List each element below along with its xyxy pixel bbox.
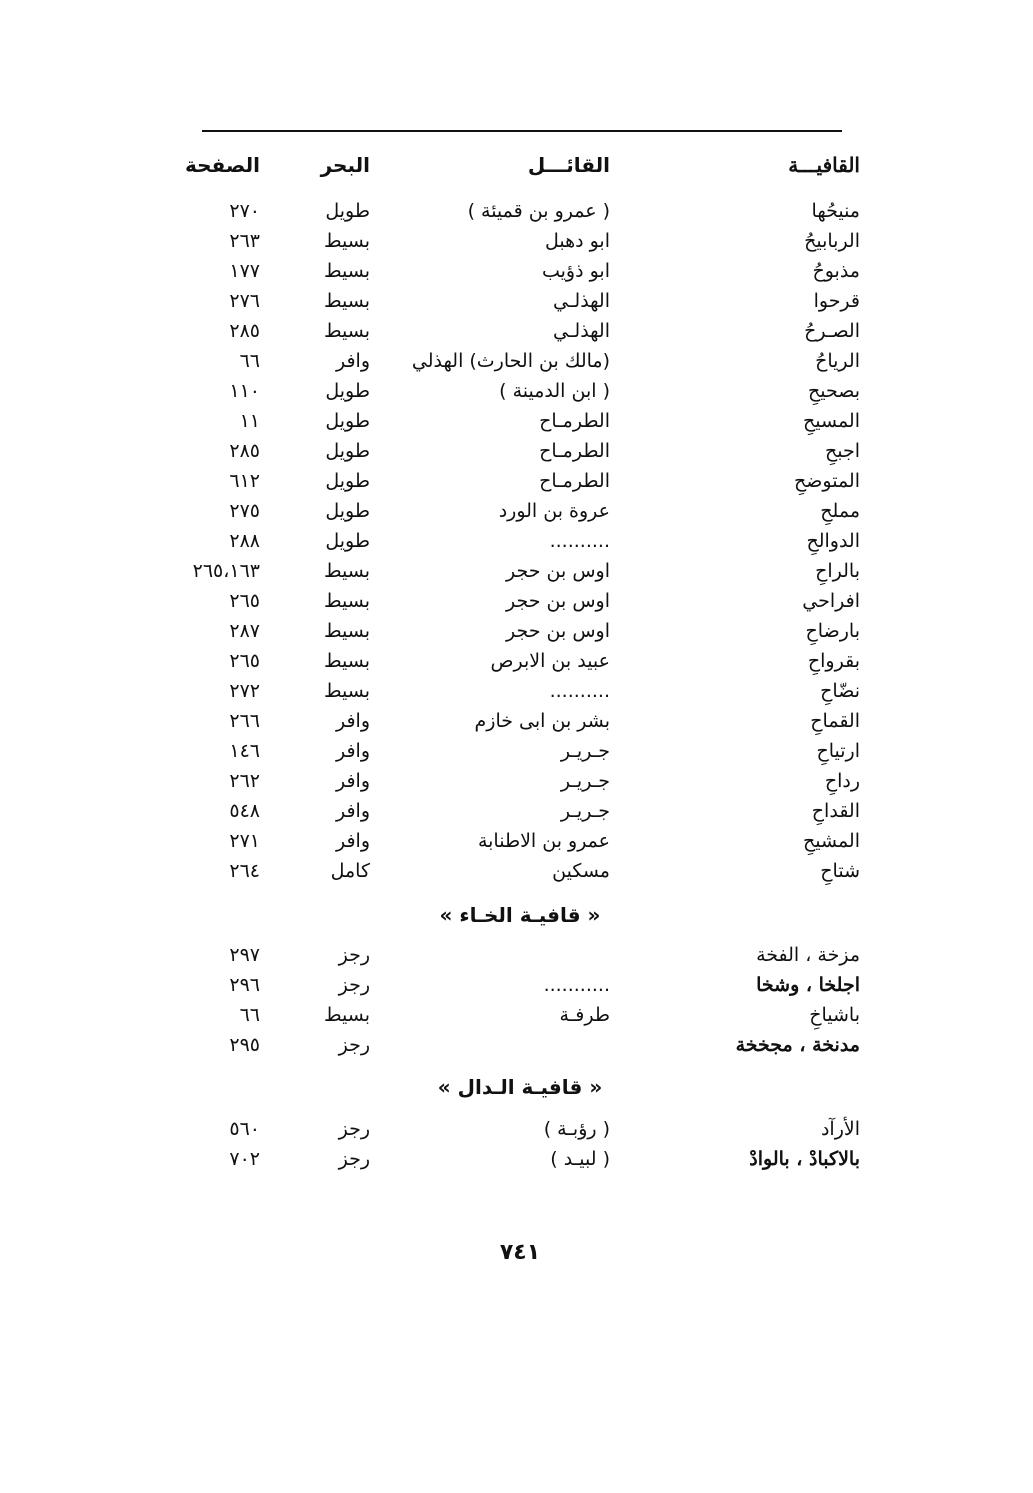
poet-cell: اوس بن حجر [506, 590, 610, 612]
poet-cell: اوس بن حجر [506, 560, 610, 582]
poet-cell: عروة بن الورد [498, 500, 610, 522]
meter-cell: رجز [338, 1034, 370, 1056]
page-cell: ٢٦٥ [229, 590, 260, 612]
table-row [195, 316, 865, 346]
poet-cell: الطرمـاح [539, 470, 610, 492]
rhyme-cell: المشيحِ [803, 830, 860, 852]
rhyme-cell: بالراحِ [815, 560, 860, 582]
page-cell: ٥٦٠ [229, 1118, 260, 1140]
page-cell: ٢٨٥ [229, 440, 260, 462]
poet-cell: بشر بن ابى خازم [474, 710, 610, 732]
rhyme-cell: اجلخا ، وشخا [756, 974, 860, 996]
table-row [195, 376, 865, 406]
meter-cell: رجز [338, 1118, 370, 1140]
meter-cell: بسيط [323, 680, 370, 702]
page-cell: ٢٨٥ [229, 320, 260, 342]
page-cell: ١١ [239, 410, 260, 432]
meter-cell: وافر [335, 740, 370, 762]
poet-cell: ( رؤبـة ) [543, 1118, 610, 1140]
table-row [195, 826, 865, 856]
poet-cell: طرفـة [559, 1004, 610, 1026]
top-rule [202, 130, 842, 132]
poet-cell: الهذلـي [553, 290, 610, 312]
page-cell: ٢٧٠ [229, 200, 260, 222]
page-cell: ١١٠ [229, 380, 260, 402]
page-number: ٧٤١ [499, 1240, 541, 1265]
meter-cell: وافر [335, 830, 370, 852]
poet-cell [390, 1030, 610, 1060]
table-row [195, 286, 865, 316]
poet-cell: ........... [543, 974, 610, 996]
page-cell: ٢٩٧ [229, 944, 260, 966]
poet-cell: الهذلـي [553, 320, 610, 342]
meter-cell: بسيط [323, 560, 370, 582]
meter-cell: طويل [325, 200, 370, 222]
poet-cell: ابو ذؤيب [541, 260, 610, 282]
meter-cell: طويل [325, 380, 370, 402]
page-cell: ٢٧٢ [229, 680, 260, 702]
meter-cell: بسيط [323, 320, 370, 342]
table-row [195, 496, 865, 526]
rhyme-cell: بارضاحِ [805, 620, 860, 642]
page-cell: ٦١٢ [229, 470, 260, 492]
rhyme-cell: منيحُها [811, 200, 860, 222]
meter-cell: بسيط [323, 230, 370, 252]
page-cell: ٢٨٨ [229, 530, 260, 552]
page-cell: ٢٩٦ [229, 974, 260, 996]
header-page: الصفحة [184, 153, 260, 177]
table-row [195, 706, 865, 736]
table-row [195, 856, 865, 886]
poet-cell: جـريـر [560, 740, 610, 762]
poet-cell: ( ابن الدمينة ) [499, 380, 610, 402]
table-row [195, 586, 865, 616]
poet-cell: .......... [549, 530, 610, 552]
page-cell: ٢٨٧ [229, 620, 260, 642]
meter-cell: طويل [325, 470, 370, 492]
rhyme-cell: الدوالحِ [806, 530, 860, 552]
meter-cell: وافر [335, 770, 370, 792]
page-cell: ١٧٧ [229, 260, 260, 282]
rhyme-cell: شتاحِ [820, 860, 860, 882]
rhyme-cell: القداحِ [811, 800, 860, 822]
poet-cell: ( لبيـد ) [550, 1148, 610, 1170]
poet-cell: عمرو بن الاطنابة [477, 830, 610, 852]
meter-cell: طويل [325, 530, 370, 552]
table-row [195, 646, 865, 676]
table-row [195, 1000, 865, 1030]
poet-cell: الطرمـاح [539, 440, 610, 462]
rhyme-cell: القماحِ [810, 710, 860, 732]
header-meter: البحر [320, 153, 370, 177]
page-cell: ٢٦٣ [229, 230, 260, 252]
page-cell: ٢٩٥ [229, 1034, 260, 1056]
meter-cell: وافر [335, 710, 370, 732]
section-kha-title: « قافيـة الخـاء » [439, 903, 601, 927]
rhyme-cell: المسيحِ [803, 410, 860, 432]
meter-cell: وافر [335, 350, 370, 372]
table-row [195, 346, 865, 376]
table-header [184, 150, 865, 180]
table-row [195, 1030, 865, 1060]
poet-cell: جـريـر [560, 800, 610, 822]
page-cell: ٢٦٢ [229, 770, 260, 792]
header-rhyme: القافيـــة [788, 153, 860, 177]
rhyme-cell: مزخة ، الفخة [756, 944, 860, 966]
table-row [195, 1114, 865, 1144]
rhyme-cell: اجبحِ [824, 440, 860, 462]
table-row [195, 796, 865, 826]
meter-cell: وافر [335, 800, 370, 822]
page-cell: ٢٦٦ [229, 710, 260, 732]
rhyme-cell: الرياحُ [815, 350, 860, 372]
header-poet: القائـــل [527, 153, 610, 177]
poet-cell: جـريـر [560, 770, 610, 792]
poet-cell: عبيد بن الابرص [490, 650, 610, 672]
rhyme-cell: قرحوا [813, 290, 860, 312]
table-row [195, 466, 865, 496]
table-row [195, 226, 865, 256]
table-row [195, 1144, 865, 1174]
poet-cell: .......... [549, 680, 610, 702]
meter-cell: رجز [338, 974, 370, 996]
page-cell: ٧٠٢ [229, 1148, 260, 1170]
table-row [195, 736, 865, 766]
table-row [195, 196, 865, 226]
rhyme-cell: مملحِ [820, 500, 860, 522]
table-row [195, 616, 865, 646]
meter-cell: بسيط [323, 1004, 370, 1026]
poet-cell: ( عمرو بن قميئة ) [467, 200, 610, 222]
page-cell: ٦٦ [239, 350, 260, 372]
page-cell: ٢٦٥،١٦٣ [192, 560, 260, 582]
meter-cell: طويل [325, 410, 370, 432]
poet-cell [390, 940, 610, 970]
poet-cell: (مالك بن الحارث) الهذلي [411, 350, 610, 372]
poet-cell: ابو دهبل [544, 230, 610, 252]
rhyme-cell: باشياخِ [809, 1004, 860, 1026]
page-cell: ١٤٦ [229, 740, 260, 762]
meter-cell: رجز [338, 944, 370, 966]
poet-cell: اوس بن حجر [506, 620, 610, 642]
rhyme-cell: بصحيحِ [807, 380, 860, 402]
meter-cell: بسيط [323, 260, 370, 282]
table-row [195, 940, 865, 970]
page-cell: ٢٦٤ [229, 860, 260, 882]
table-row [195, 970, 865, 1000]
meter-cell: طويل [325, 440, 370, 462]
table-row [192, 556, 865, 586]
rhyme-cell: بقرواحِ [807, 650, 860, 672]
meter-cell: كامل [330, 860, 370, 882]
rhyme-cell: مدنخة ، مجخخة [735, 1034, 860, 1056]
rhyme-cell: المتوضحِ [794, 470, 860, 492]
section-dal-title: « قافيـة الـدال » [437, 1075, 603, 1099]
table-row [195, 436, 865, 466]
rhyme-cell: نضّاحِ [820, 680, 860, 702]
poet-cell: مسكين [552, 860, 610, 882]
rhyme-cell: الصـرحُ [804, 320, 860, 342]
table-row [195, 406, 865, 436]
page-cell: ٢٧٥ [229, 500, 260, 522]
rhyme-cell: رداحِ [824, 770, 860, 792]
page-cell: ٢٧١ [229, 830, 260, 852]
rhyme-cell: بالاكبادْ ، بالوادْ [749, 1148, 860, 1170]
page-cell: ٢٦٥ [229, 650, 260, 672]
page-cell: ٢٧٦ [229, 290, 260, 312]
rhyme-cell: مذبوحُ [812, 260, 860, 282]
table-row [195, 676, 865, 706]
poet-cell: الطرمـاح [539, 410, 610, 432]
meter-cell: بسيط [323, 620, 370, 642]
table-row [195, 526, 865, 556]
meter-cell: بسيط [323, 650, 370, 672]
meter-cell: طويل [325, 500, 370, 522]
page-cell: ٥٤٨ [229, 800, 260, 822]
rhyme-cell: الأرآد [820, 1118, 860, 1140]
rhyme-cell: ارتياحِ [816, 740, 860, 762]
meter-cell: رجز [338, 1148, 370, 1170]
meter-cell: بسيط [323, 290, 370, 312]
table-row [195, 256, 865, 286]
page-cell: ٦٦ [239, 1004, 260, 1026]
table-row [195, 766, 865, 796]
meter-cell: بسيط [323, 590, 370, 612]
rhyme-cell: افراحي [802, 590, 860, 612]
rhyme-cell: الربابيحُ [804, 230, 860, 252]
